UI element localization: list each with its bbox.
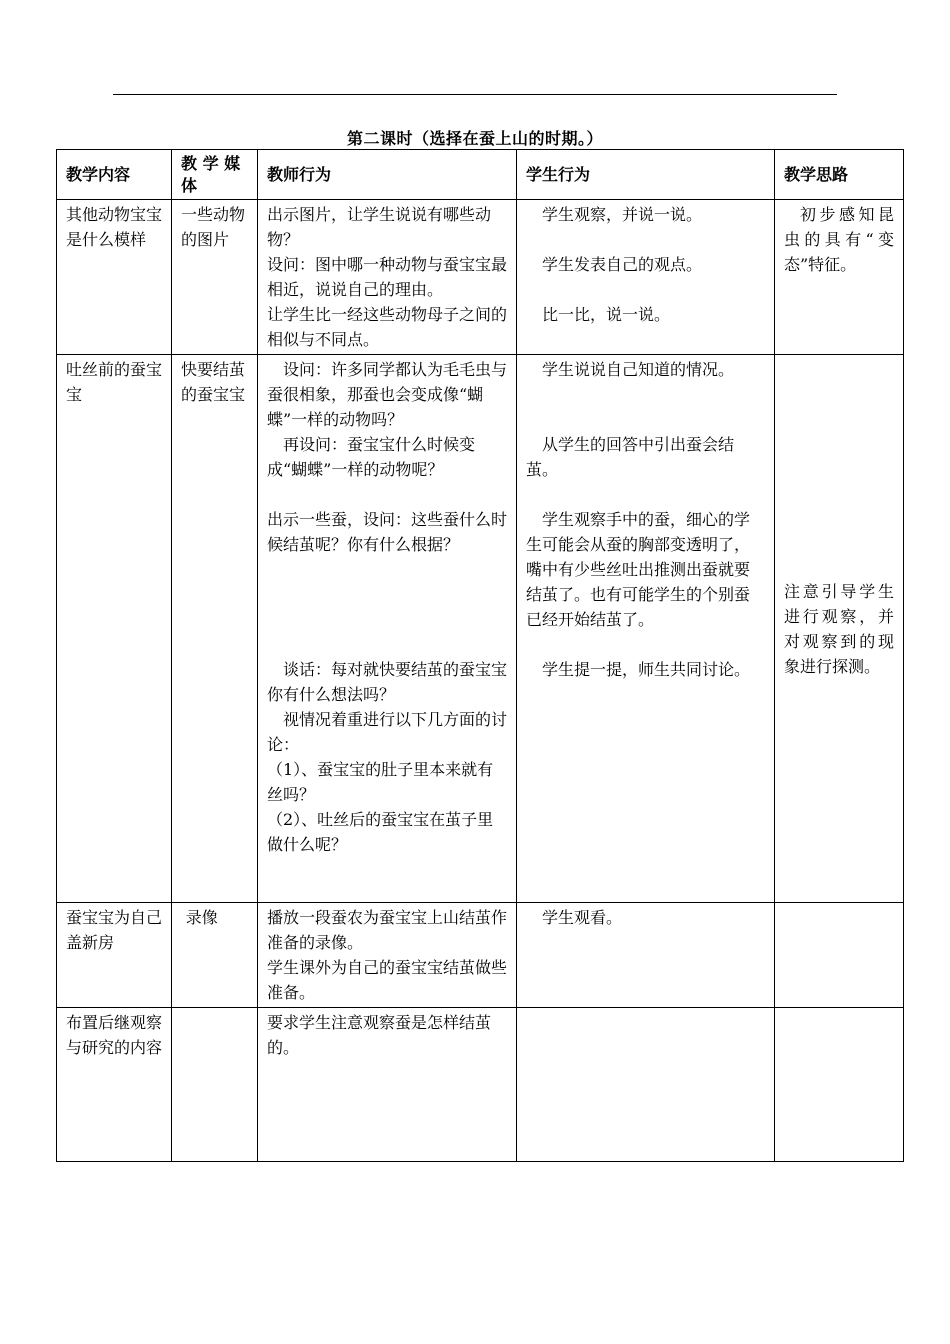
row1-media: 一些动物的图片 [172,200,258,355]
header-content: 教学内容 [57,150,172,200]
row1-student [517,200,775,355]
table-row [57,355,904,903]
row3-content: 蚕宝宝为自己盖新房 [57,903,172,1008]
row2-teacher-line: （1）、蚕宝宝的肚子里本来就有丝吗？ [267,760,494,804]
row2-teacher-line: 再设问：蚕宝宝什么时候变成“蝴蝶”一样的动物呢？ [267,435,476,479]
row2-teacher-line: 出示一些蚕，设问：这些蚕什么时候结茧呢？你有什么根据？ [267,510,508,554]
row4-media [172,1008,258,1162]
row2-media: 快要结茧的蚕宝宝 [172,355,258,903]
row1-teacher-line: 设问：图中哪一种动物与蚕宝宝最相近，说说自己的理由。 [267,255,508,299]
header-idea: 教学思路 [775,150,904,200]
row2-student-line: 学生说说自己知道的情况。 [542,360,735,379]
header-media-line1: 教 学 媒 [181,153,241,173]
row3-student [517,903,775,1008]
row3-student-line: 学生观看。 [542,908,623,927]
row4-student [517,1008,775,1162]
row2-student-line: 学生提一提，师生共同讨论。 [542,660,751,679]
row2-teacher-line: 设问：许多同学都认为毛毛虫与蚕很相象，那蚕也会变成像“蝴蝶”一样的动物吗？ [267,360,508,429]
header-teacher: 教师行为 [258,150,517,200]
row2-teacher [258,355,517,903]
table-row [57,1008,904,1162]
row3-teacher-line: 播放一段蚕农为蚕宝宝上山结茧作准备的录像。 [267,908,508,952]
table-row [57,200,904,355]
table-header-row [57,150,904,200]
row1-teacher [258,200,517,355]
row2-teacher-line: 谈话：每对就快要结茧的蚕宝宝你有什么想法吗？ [267,660,508,704]
row2-idea: 注意引导学生进行观察，并对观察到的现象进行探测。 [775,355,904,903]
row1-student-line: 学生发表自己的观点。 [542,255,703,274]
row1-student-line: 学生观察，并说一说。 [542,205,703,224]
header-media-line2: 体 [181,175,198,195]
header-student: 学生行为 [517,150,775,200]
row1-idea: 初步感知昆虫的具有“变态”特征。 [775,200,904,355]
row2-teacher-line: 视情况着重进行以下几方面的讨论： [267,710,508,754]
row2-student [517,355,775,903]
row3-idea [775,903,904,1008]
row3-teacher [258,903,517,1008]
lesson-plan-table [56,149,904,1162]
row1-content: 其他动物宝宝是什么模样 [57,200,172,355]
row1-teacher-line: 让学生比一经这些动物母子之间的相似与不同点。 [267,305,508,349]
row3-media: 录像 [172,903,258,1008]
row2-student-line: 学生观察手中的蚕，细心的学生可能会从蚕的胸部变透明了，嘴中有少些丝吐出推测出蚕就要结茧了。也有可能学生的个别蚕已经开始结茧了。 [526,510,751,629]
page-title: 第二课时（选择在蚕上山的时期。） [346,129,603,148]
row4-idea [775,1008,904,1162]
row4-teacher [258,1008,517,1162]
row2-teacher-line: （2）、吐丝后的蚕宝宝在茧子里做什么呢？ [267,810,494,854]
row4-teacher-line: 要求学生注意观察蚕是怎样结茧的。 [267,1013,492,1057]
header-media [172,150,258,200]
row3-teacher-line: 学生课外为自己的蚕宝宝结茧做些准备。 [267,958,508,1002]
row1-teacher-line: 出示图片，让学生说说有哪些动物？ [267,205,492,249]
row2-content: 吐丝前的蚕宝宝 [57,355,172,903]
row1-student-line: 比一比，说一说。 [542,305,671,324]
table-row [57,903,904,1008]
row4-content: 布置后继观察与研究的内容 [57,1008,172,1162]
row2-student-line: 从学生的回答中引出蚕会结茧。 [526,435,735,479]
header-rule [113,94,837,95]
